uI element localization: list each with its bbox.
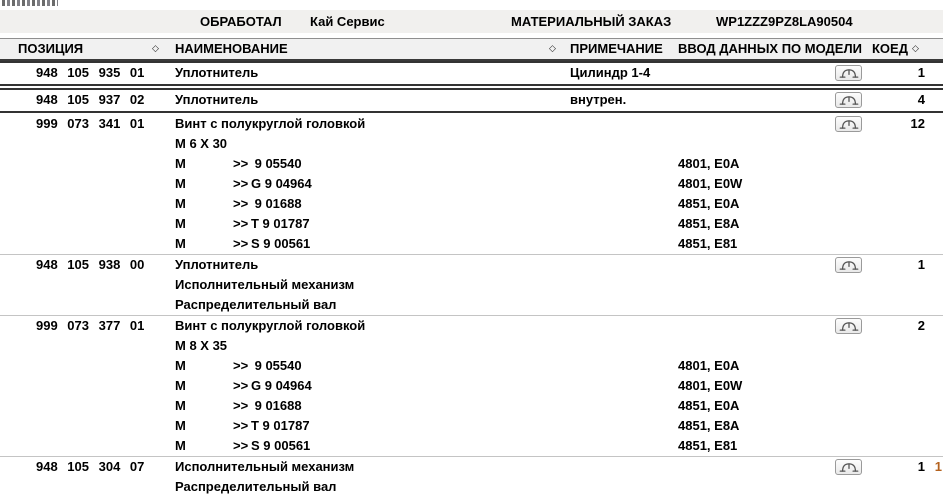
note-text: Цилиндр 1-4 — [570, 65, 651, 80]
column-header-position[interactable]: ПОЗИЦИЯ — [18, 41, 84, 56]
table-row[interactable] — [0, 61, 943, 86]
variant-m-flag: M — [175, 176, 186, 191]
material-order-vin-value: WP1ZZZ9PZ8LA90504 — [716, 14, 853, 29]
variant-m-flag: M — [175, 398, 186, 413]
car-part-icon — [838, 320, 860, 333]
variant-model-data: 4851, E8A — [678, 418, 740, 433]
part-link-button[interactable] — [835, 257, 862, 273]
column-header-note: ПРИМЕЧАНИЕ — [570, 41, 663, 56]
column-header-qty[interactable]: КОЕД — [872, 41, 908, 56]
variant-arrow: >> — [233, 236, 249, 251]
row-sub-line — [0, 295, 943, 315]
variant-arrow: >> — [233, 176, 249, 191]
variant-engine-code: G 9 04964 — [251, 176, 312, 191]
variant-model-data: 4851, E8A — [678, 216, 740, 231]
variant-engine-code: G 9 04964 — [251, 378, 312, 393]
variant-engine-code: 9 01688 — [251, 196, 302, 211]
table-row[interactable] — [0, 255, 943, 316]
clipped-window-title-fragment — [2, 0, 58, 6]
car-part-icon — [838, 94, 860, 107]
variant-model-data: 4851, E81 — [678, 236, 738, 251]
variant-model-data: 4801, E0A — [678, 358, 740, 373]
variant-arrow: >> — [233, 398, 249, 413]
table-row[interactable] — [0, 457, 943, 497]
part-name-text: Исполнительный механизм — [175, 277, 355, 292]
processed-by-value: Кай Сервис — [310, 14, 385, 29]
row-sub-line — [0, 134, 943, 154]
part-name-text: Распределительный вал — [175, 297, 337, 312]
variant-model-data: 4801, E0W — [678, 176, 743, 191]
variant-arrow: >> — [233, 438, 249, 453]
part-link-button[interactable] — [835, 116, 862, 132]
variant-model-data: 4851, E0A — [678, 196, 740, 211]
part-link-button[interactable] — [835, 92, 862, 108]
car-part-icon — [838, 461, 860, 474]
sort-diamond-icon[interactable]: ◇ — [152, 43, 159, 53]
row-sub-line — [0, 194, 943, 214]
table-header-row — [0, 38, 943, 61]
part-name-text: Уплотнитель — [175, 92, 259, 107]
car-part-icon — [838, 67, 860, 80]
variant-m-flag: M — [175, 438, 186, 453]
part-name-text: Винт с полукруглой головкой — [175, 318, 366, 333]
row-main-line — [0, 114, 943, 134]
part-name-text: Уплотнитель — [175, 257, 259, 272]
variant-engine-code: T 9 01787 — [251, 216, 310, 231]
top-bar — [0, 10, 943, 33]
processed-by-label: ОБРАБОТАЛ — [200, 14, 282, 29]
variant-model-data: 4801, E0A — [678, 156, 740, 171]
row-main-line — [0, 255, 943, 275]
part-number: 948 105 935 01 — [36, 65, 145, 80]
quantity-value: 1 — [917, 65, 925, 80]
variant-m-flag: M — [175, 236, 186, 251]
quantity-value: 4 — [917, 92, 925, 107]
variant-arrow: >> — [233, 216, 249, 231]
row-sub-line — [0, 416, 943, 436]
part-name-text: Распределительный вал — [175, 479, 337, 494]
part-name-text: M 8 X 35 — [175, 338, 228, 353]
row-sub-line — [0, 214, 943, 234]
variant-m-flag: M — [175, 216, 186, 231]
variant-model-data: 4801, E0W — [678, 378, 743, 393]
part-name-text: M 6 X 30 — [175, 136, 228, 151]
quantity-value: 2 — [917, 318, 925, 333]
quantity-value: 1 — [917, 459, 925, 474]
variant-engine-code: S 9 00561 — [251, 236, 311, 251]
row-sub-line — [0, 336, 943, 356]
part-name-text: Винт с полукруглой головкой — [175, 116, 366, 131]
quantity-value: 12 — [910, 116, 925, 131]
variant-m-flag: M — [175, 156, 186, 171]
part-number: 948 105 938 00 — [36, 257, 145, 272]
variant-engine-code: S 9 00561 — [251, 438, 311, 453]
variant-m-flag: M — [175, 358, 186, 373]
variant-engine-code: T 9 01787 — [251, 418, 310, 433]
table-row[interactable] — [0, 88, 943, 113]
row-sub-line — [0, 376, 943, 396]
row-sub-line — [0, 436, 943, 456]
table-row[interactable] — [0, 114, 943, 255]
column-header-name[interactable]: НАИМЕНОВАНИЕ — [175, 41, 288, 56]
part-number: 999 073 377 01 — [36, 318, 145, 333]
column-header-model-data: ВВОД ДАННЫХ ПО МОДЕЛИ — [678, 41, 862, 56]
table-body — [0, 61, 943, 497]
variant-m-flag: M — [175, 418, 186, 433]
car-part-icon — [838, 259, 860, 272]
variant-m-flag: M — [175, 196, 186, 211]
variant-arrow: >> — [233, 358, 249, 373]
variant-model-data: 4851, E0A — [678, 398, 740, 413]
variant-arrow: >> — [233, 418, 249, 433]
row-main-line — [0, 90, 943, 111]
row-sub-line — [0, 477, 943, 497]
part-link-button[interactable] — [835, 65, 862, 81]
part-link-button[interactable] — [835, 459, 862, 475]
quantity-value: 1 — [917, 257, 925, 272]
row-sub-line — [0, 356, 943, 376]
row-sub-line — [0, 275, 943, 295]
row-sub-line — [0, 234, 943, 254]
row-sub-line — [0, 154, 943, 174]
car-part-icon — [838, 118, 860, 131]
quantity-extra-flag: 1 — [934, 459, 942, 474]
part-link-button[interactable] — [835, 318, 862, 334]
part-number: 999 073 341 01 — [36, 116, 145, 131]
variant-m-flag: M — [175, 378, 186, 393]
part-name-text: Уплотнитель — [175, 65, 259, 80]
row-main-line — [0, 457, 943, 477]
variant-arrow: >> — [233, 156, 249, 171]
part-number: 948 105 304 07 — [36, 459, 145, 474]
row-main-line — [0, 316, 943, 336]
variant-arrow: >> — [233, 378, 249, 393]
material-order-label: МАТЕРИАЛЬНЫЙ ЗАКАЗ — [511, 14, 672, 29]
note-text: внутрен. — [570, 92, 627, 107]
variant-engine-code: 9 05540 — [251, 358, 302, 373]
part-number: 948 105 937 02 — [36, 92, 145, 107]
sort-diamond-icon[interactable]: ◇ — [549, 43, 556, 53]
variant-engine-code: 9 05540 — [251, 156, 302, 171]
variant-arrow: >> — [233, 196, 249, 211]
table-row[interactable] — [0, 316, 943, 457]
variant-model-data: 4851, E81 — [678, 438, 738, 453]
row-sub-line — [0, 174, 943, 194]
part-name-text: Исполнительный механизм — [175, 459, 355, 474]
row-main-line — [0, 63, 943, 84]
sort-diamond-icon[interactable]: ◇ — [912, 43, 919, 53]
variant-engine-code: 9 01688 — [251, 398, 302, 413]
row-sub-line — [0, 396, 943, 416]
